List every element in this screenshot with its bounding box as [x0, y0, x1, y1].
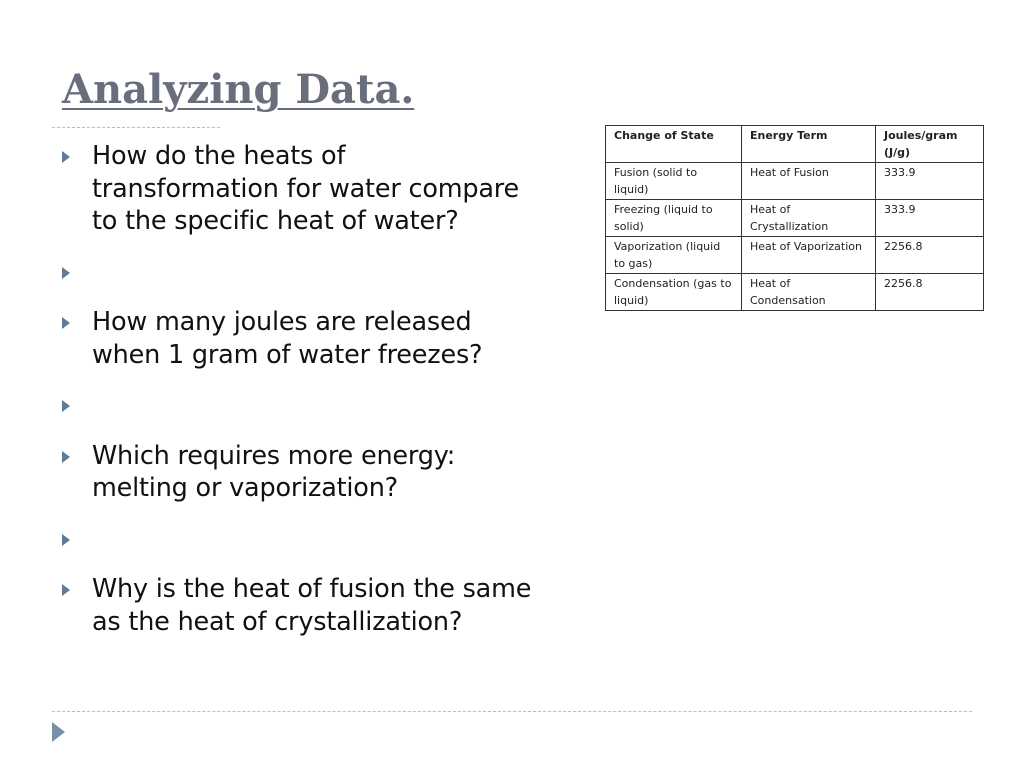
table-cell: Condensation (gas to liquid) [606, 274, 742, 311]
table-row [606, 200, 984, 237]
table-cell: Heat of Condensation [742, 274, 876, 311]
triangle-bullet-icon [62, 584, 70, 596]
table-cell: Heat of Fusion [742, 163, 876, 200]
bullet-item-empty [62, 523, 532, 556]
title-divider [52, 127, 220, 128]
heat-data-table [605, 125, 984, 311]
table-cell: Fusion (solid to liquid) [606, 163, 742, 200]
bullet-item-empty [62, 256, 532, 289]
triangle-footer-icon [52, 722, 65, 742]
table-row [606, 274, 984, 311]
table-cell: 2256.8 [876, 237, 984, 274]
bullet-text: Which requires more energy: melting or vaporization? [92, 440, 456, 503]
table-cell: Heat of Crystallization [742, 200, 876, 237]
table-row [606, 237, 984, 274]
table-cell: Freezing (liquid to solid) [606, 200, 742, 237]
slide-title: Analyzing Data. [62, 66, 415, 113]
bullet-item [62, 573, 532, 638]
triangle-bullet-icon [62, 267, 70, 279]
bullet-text: How do the heats of transformation for water compare to the specific heat of water? [92, 141, 520, 236]
triangle-bullet-icon [62, 400, 70, 412]
table-cell: 333.9 [876, 163, 984, 200]
bullet-text: How many joules are released when 1 gram of water freezes? [92, 307, 483, 370]
table-row [606, 163, 984, 200]
bullet-list [62, 140, 532, 638]
bullet-item [62, 440, 532, 505]
table-cell: 2256.8 [876, 274, 984, 311]
triangle-bullet-icon [62, 151, 70, 163]
table-cell: Heat of Vaporization [742, 237, 876, 274]
triangle-bullet-icon [62, 534, 70, 546]
footer-divider [52, 711, 972, 712]
bullet-item [62, 140, 532, 238]
column-header-change-of-state: Change of State [606, 126, 742, 163]
bullet-text: Why is the heat of fusion the same as the heat of crystallization? [92, 574, 532, 637]
triangle-bullet-icon [62, 317, 70, 329]
bullet-item-empty [62, 389, 532, 422]
table-cell: 333.9 [876, 200, 984, 237]
column-header-energy-term: Energy Term [742, 126, 876, 163]
table-header-row [606, 126, 984, 163]
column-header-joules-per-gram: Joules/gram (J/g) [876, 126, 984, 163]
table-cell: Vaporization (liquid to gas) [606, 237, 742, 274]
bullet-item [62, 306, 532, 371]
triangle-bullet-icon [62, 451, 70, 463]
